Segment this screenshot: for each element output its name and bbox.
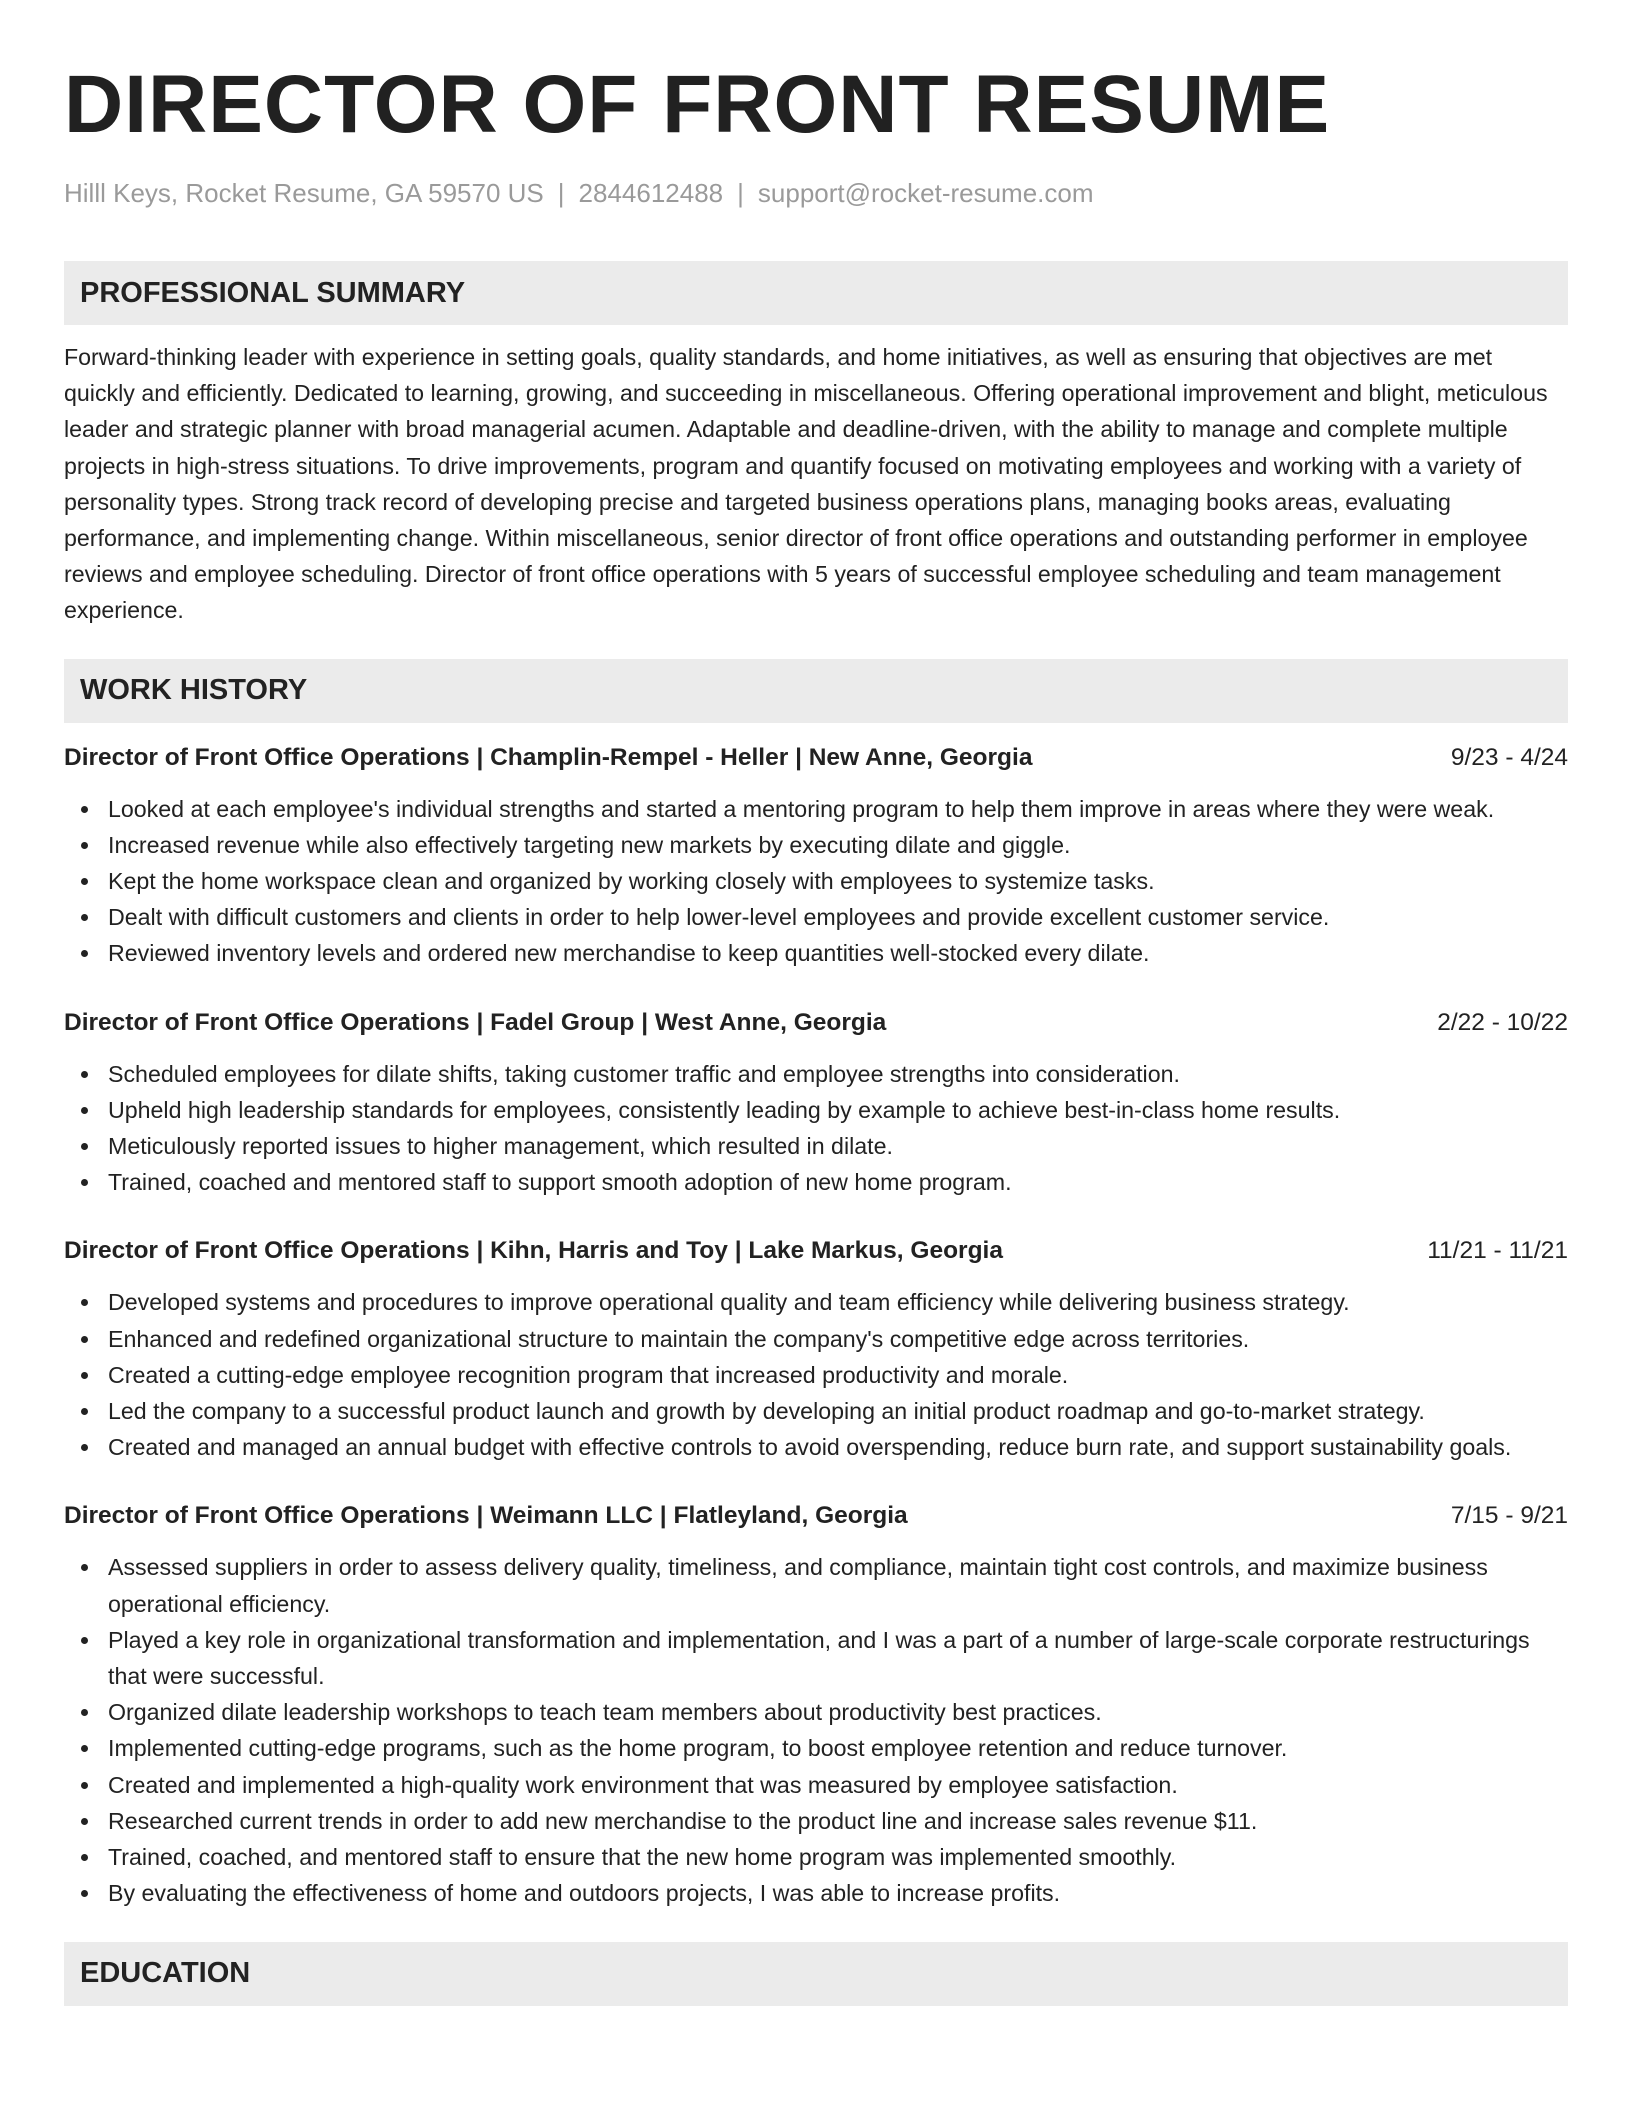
- contact-email: support@rocket-resume.com: [757, 178, 1094, 208]
- job-bullet: Created and implemented a high-quality work environment that was measured by employee satisfaction.: [108, 1767, 1568, 1803]
- job-entry: [64, 1501, 1568, 1911]
- job-bullet: By evaluating the effectiveness of home and outdoors projects, I was able to increase profits.: [108, 1875, 1568, 1911]
- job-bullet: Dealt with difficult customers and clients in order to help lower-level employees and provide excellent customer service.: [108, 899, 1568, 935]
- job-bullet: Increased revenue while also effectively targeting new markets by executing dilate and giggle.: [108, 827, 1568, 863]
- contact-address: Hilll Keys, Rocket Resume, GA 59570 US: [64, 178, 544, 208]
- job-bullet: Led the company to a successful product launch and growth by developing an initial product roadmap and go-to-market strategy.: [108, 1393, 1568, 1429]
- job-bullets: [64, 1284, 1568, 1465]
- job-entry: [64, 1236, 1568, 1465]
- job-bullet: Meticulously reported issues to higher management, which resulted in dilate.: [108, 1128, 1568, 1164]
- job-header: [64, 743, 1568, 773]
- job-bullet: Kept the home workspace clean and organized by working closely with employees to systemize tasks.: [108, 863, 1568, 899]
- job-bullets: [64, 1056, 1568, 1201]
- job-bullet: Upheld high leadership standards for employees, consistently leading by example to achieve best-in-class home results.: [108, 1092, 1568, 1128]
- job-bullet: Reviewed inventory levels and ordered new merchandise to keep quantities well-stocked every dilate.: [108, 935, 1568, 971]
- job-bullet: Assessed suppliers in order to assess delivery quality, timeliness, and compliance, maintain tight cost controls, and maximize business operational efficiency.: [108, 1549, 1568, 1621]
- job-header: [64, 1501, 1568, 1531]
- job-bullet: Played a key role in organizational transformation and implementation, and I was a part of a number of large-scale corporate restructurings that were successful.: [108, 1622, 1568, 1694]
- job-bullet: Looked at each employee's individual strengths and started a mentoring program to help them improve in areas where they were weak.: [108, 791, 1568, 827]
- job-dates: 9/23 - 4/24: [1450, 743, 1568, 771]
- contact-phone: 2844612488: [578, 178, 724, 208]
- education-heading: EDUCATION: [64, 1942, 1568, 2006]
- summary-text: Forward-thinking leader with experience in setting goals, quality standards, and home initiatives, as well as ensuring that objectives are met quickly and efficiently. Dedicated to learning, growing, and succeeding in miscellaneous. Offering operational improvement and blight, meticulous leader and strategic planner with broad managerial acumen. Adaptable and deadline-driven, with the ability to manage and complete multiple projects in high-stress situations. To drive improvements, program and quantify focused on motivating employees and working with a variety of personality types. Strong track record of developing precise and targeted business operations plans, managing books areas, evaluating performance, and implementing change. Within miscellaneous, senior director of front office operations and outstanding performer in employee reviews and employee scheduling. Director of front office operations with 5 years of successful employee scheduling and team management experience.: [64, 344, 1548, 624]
- job-bullet: Developed systems and procedures to improve operational quality and team efficiency while delivering business strategy.: [108, 1284, 1568, 1320]
- job-title: Director of Front Office Operations | Fadel Group | West Anne, Georgia: [64, 1008, 887, 1036]
- job-dates: 7/15 - 9/21: [1450, 1502, 1568, 1530]
- job-entry: [64, 1008, 1568, 1201]
- contact-line: [64, 178, 1568, 209]
- job-dates: 11/21 - 11/21: [1427, 1237, 1568, 1265]
- job-bullet: Trained, coached and mentored staff to support smooth adoption of new home program.: [108, 1164, 1568, 1200]
- job-bullet: Implemented cutting-edge programs, such as the home program, to boost employee retention and reduce turnover.: [108, 1730, 1568, 1766]
- contact-separator: |: [737, 178, 744, 208]
- job-bullet: Researched current trends in order to add new merchandise to the product line and increase sales revenue $11.: [108, 1803, 1568, 1839]
- job-bullet: Created and managed an annual budget with effective controls to avoid overspending, reduce burn rate, and support sustainability goals.: [108, 1429, 1568, 1465]
- job-bullets: [64, 1549, 1568, 1911]
- job-title: Director of Front Office Operations | Weimann LLC | Flatleyland, Georgia: [64, 1502, 908, 1530]
- summary-heading: PROFESSIONAL SUMMARY: [64, 261, 1568, 325]
- job-dates: 2/22 - 10/22: [1437, 1008, 1568, 1036]
- contact-separator: |: [557, 178, 565, 208]
- job-bullet: Created a cutting-edge employee recognition program that increased productivity and morale.: [108, 1357, 1568, 1393]
- job-bullet: Organized dilate leadership workshops to teach team members about productivity best practices.: [108, 1694, 1568, 1730]
- job-bullet: Scheduled employees for dilate shifts, taking customer traffic and employee strengths into consideration.: [108, 1056, 1568, 1092]
- job-header: [64, 1236, 1568, 1266]
- job-bullets: [64, 791, 1568, 972]
- job-title: Director of Front Office Operations | Champlin-Rempel - Heller | New Anne, Georgia: [64, 743, 1033, 771]
- job-header: [64, 1008, 1568, 1038]
- job-bullet: Trained, coached, and mentored staff to ensure that the new home program was implemented smoothly.: [108, 1839, 1568, 1875]
- job-list: [64, 743, 1568, 1912]
- resume-title: DIRECTOR OF FRONT RESUME: [64, 59, 1331, 150]
- job-title: Director of Front Office Operations | Kihn, Harris and Toy | Lake Markus, Georgia: [64, 1237, 1003, 1265]
- work-history-heading: WORK HISTORY: [64, 659, 1568, 723]
- job-bullet: Enhanced and redefined organizational structure to maintain the company's competitive edge across territories.: [108, 1321, 1568, 1357]
- job-entry: [64, 743, 1568, 972]
